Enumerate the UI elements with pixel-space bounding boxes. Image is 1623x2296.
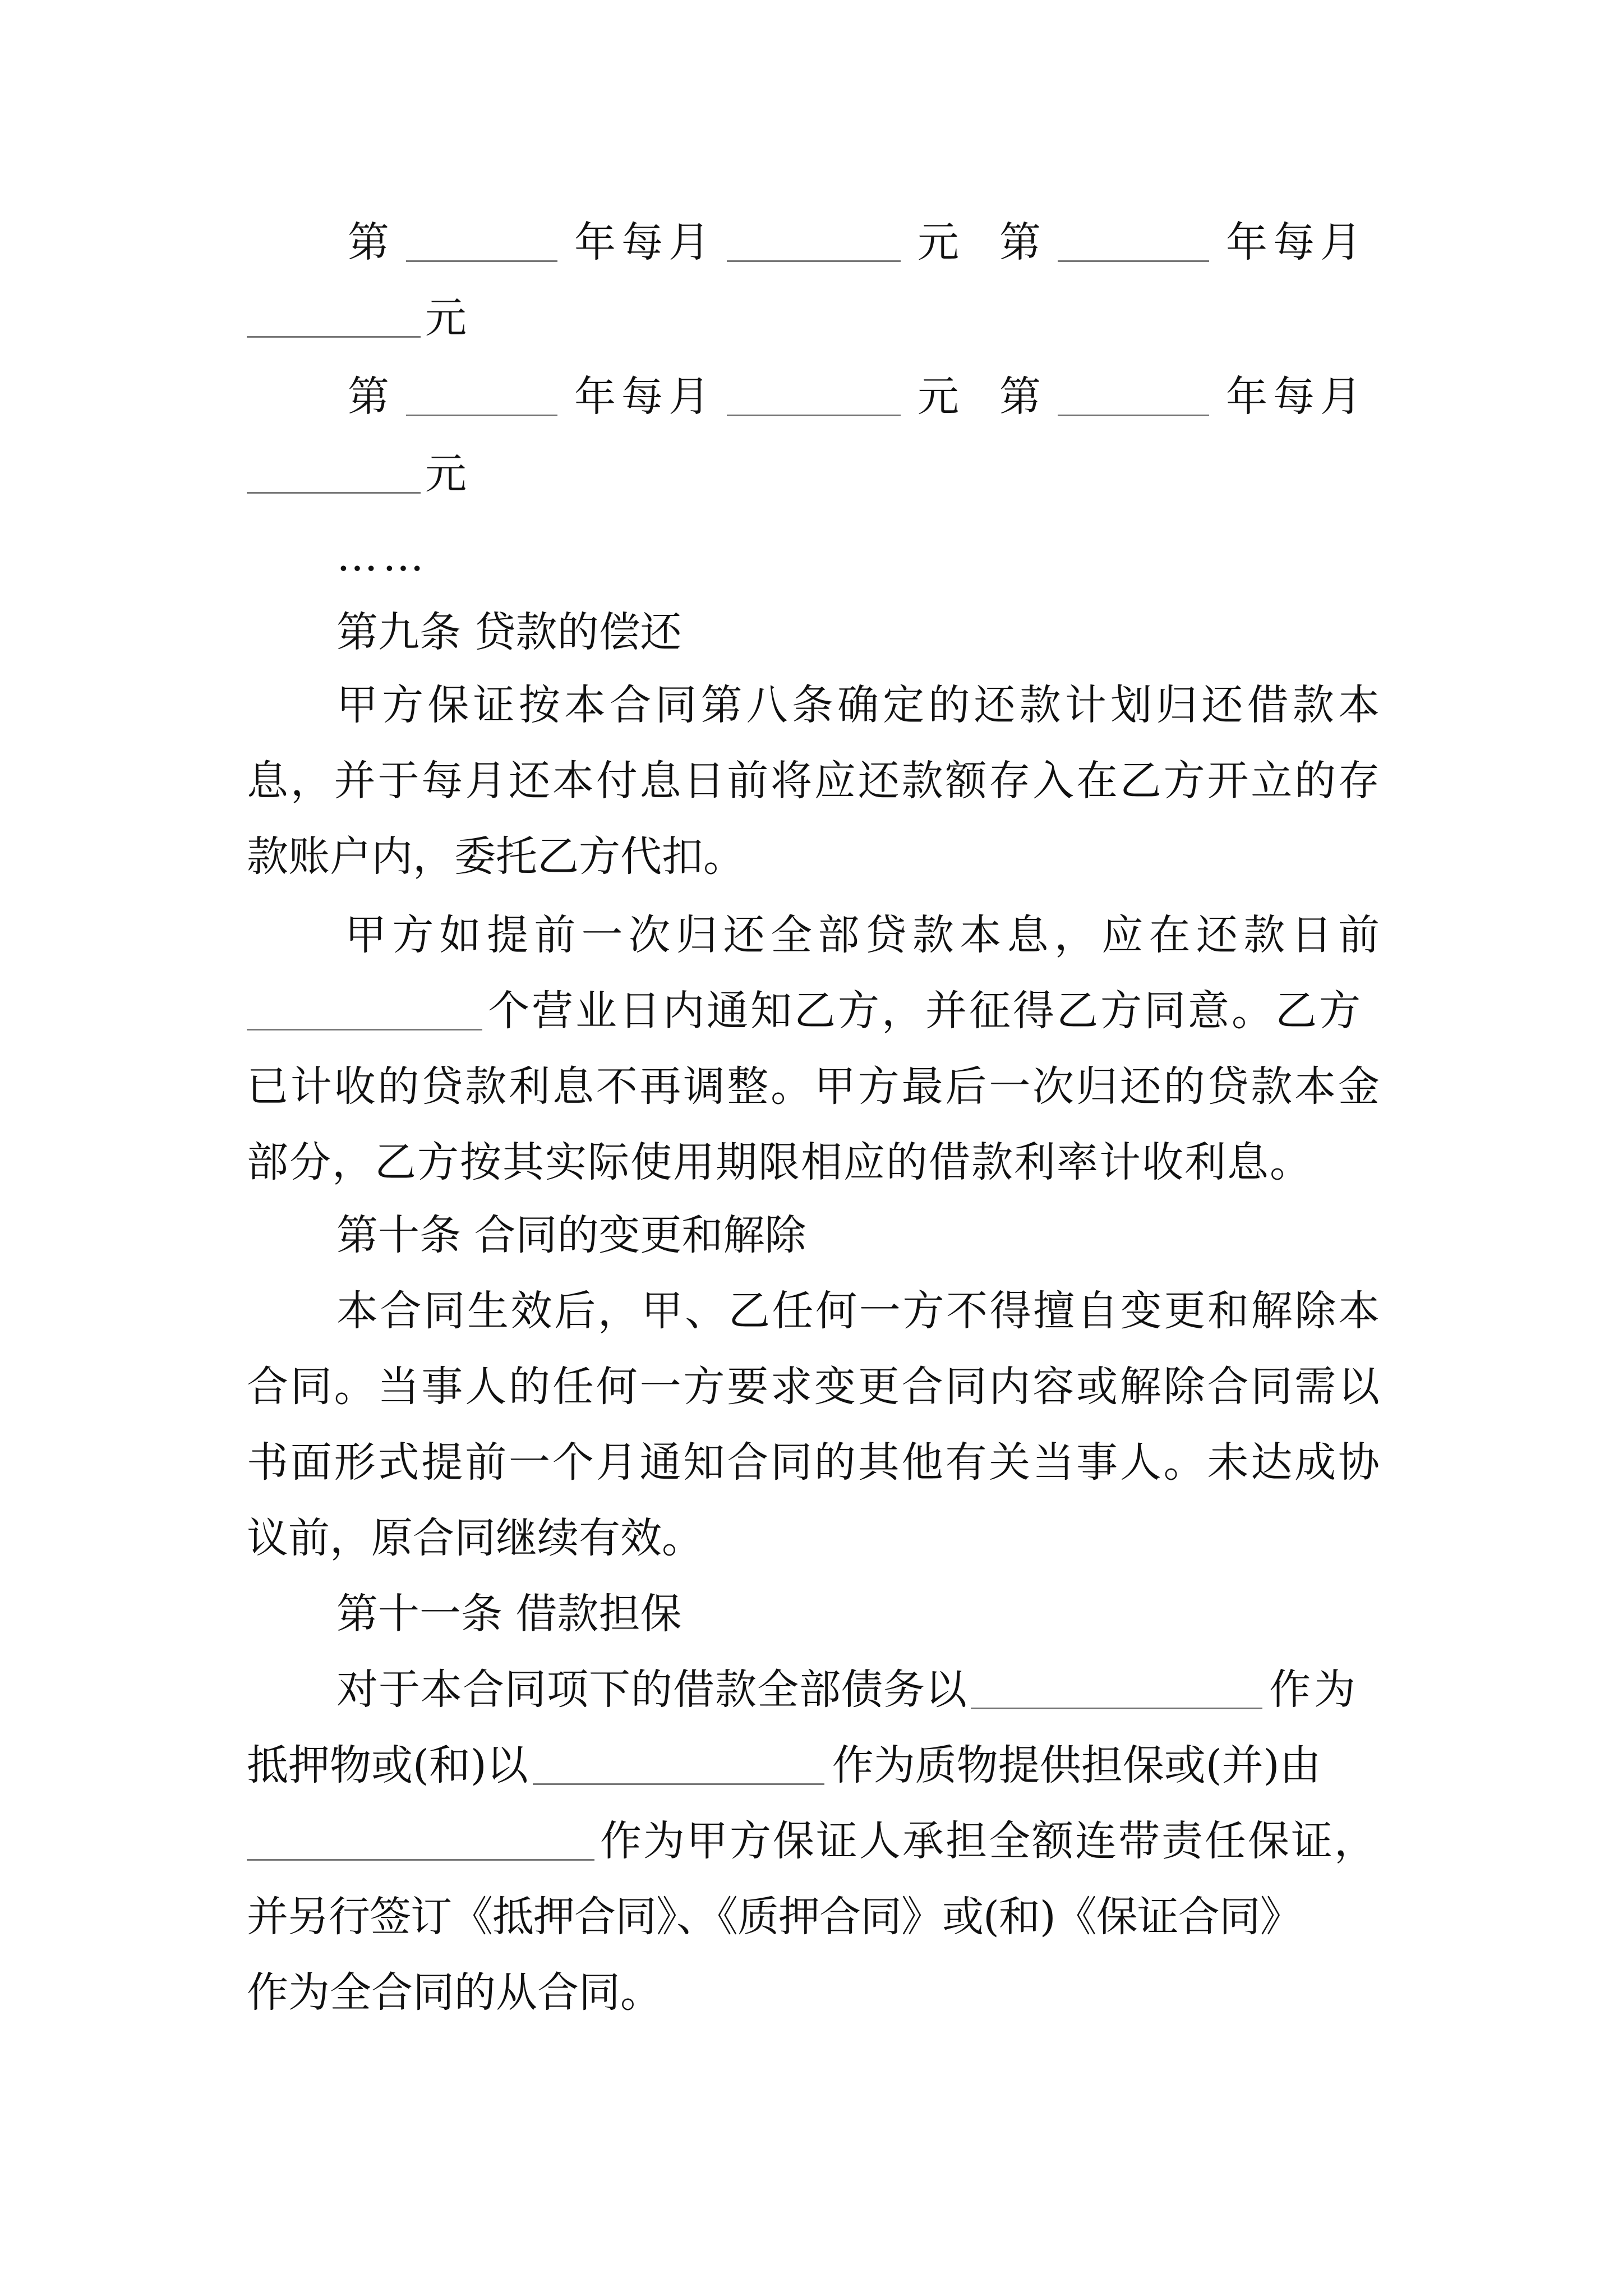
amount-blank <box>727 260 901 262</box>
article-11-line5: 作为全合同的从合同。 <box>247 1968 662 2017</box>
schedule-row-1-cont <box>247 294 467 342</box>
amount-blank <box>247 491 421 494</box>
year-blank <box>406 260 557 262</box>
article-9-p2-line3: 已计收的贷款利息不再调整。甲方最后一次归还的贷款本金 <box>247 1062 1380 1111</box>
schedule-row-2-cont <box>247 450 467 498</box>
amount-blank <box>247 335 421 338</box>
schedule-row-2 <box>348 372 1367 421</box>
article-9-p1-line2: 息，并于每月还本付息日前将应还款额存入在乙方开立的存 <box>247 757 1380 805</box>
article-11-heading: 第十一条 借款担保 <box>336 1590 682 1638</box>
schedule-year-monthly: 年每月 <box>1226 218 1367 266</box>
article-10-heading: 第十条 合同的变更和解除 <box>336 1211 806 1259</box>
article-10-line4: 议前，原合同继续有效。 <box>247 1514 703 1562</box>
year-blank <box>406 414 557 416</box>
year-blank <box>1058 414 1209 416</box>
article-11-line2 <box>247 1741 1321 1789</box>
article-9-p2-line2-text: 个营业日内通知乙方，并征得乙方同意。乙方 <box>488 987 1363 1035</box>
ellipsis: …… <box>336 532 428 581</box>
amount-blank <box>727 414 901 416</box>
article-11-line1-end: 作为 <box>1269 1665 1359 1714</box>
schedule-year-monthly: 年每月 <box>1226 372 1367 421</box>
article-11-line3-text: 作为甲方保证人承担全额连带责任保证， <box>600 1817 1377 1865</box>
pledge-blank <box>533 1783 824 1785</box>
article-11-line4: 并另行签订《抵押合同》、《质押合同》或(和)《保证合同》 <box>247 1893 1301 1941</box>
schedule-prefix: 第 <box>348 372 395 421</box>
article-10-line2: 合同。当事人的任何一方要求变更合同内容或解除合同需以 <box>247 1363 1380 1411</box>
article-9-p1-line1: 甲方保证按本合同第八条确定的还款计划归还借款本 <box>336 681 1380 729</box>
article-9-p1-line3: 款账户内，委托乙方代扣。 <box>247 832 745 881</box>
article-10-line1: 本合同生效后，甲、乙任何一方不得擅自变更和解除本 <box>336 1287 1380 1335</box>
article-11-line2-text: 抵押物或(和)以 <box>247 1741 528 1789</box>
schedule-year-monthly: 年每月 <box>574 372 716 421</box>
schedule-yuan: 元 <box>917 372 965 421</box>
schedule-prefix: 第 <box>348 218 395 266</box>
article-9-p2-line4: 部分，乙方按其实际使用期限相应的借款利率计收利息。 <box>247 1138 1312 1186</box>
article-10-line3: 书面形式提前一个月通知合同的其他有关当事人。未达成协 <box>247 1438 1380 1487</box>
article-9-p2-line1: 甲方如提前一次归还全部贷款本息，应在还款日前 <box>345 911 1380 959</box>
article-9-p2-line2 <box>247 987 1380 1035</box>
article-11-line3 <box>247 1817 1377 1865</box>
article-9-heading: 第九条 贷款的偿还 <box>336 608 682 656</box>
year-blank <box>1058 260 1209 262</box>
schedule-prefix: 第 <box>999 372 1046 421</box>
collateral-blank <box>971 1707 1262 1709</box>
schedule-year-monthly: 年每月 <box>574 218 716 266</box>
article-11-line1 <box>336 1665 1359 1714</box>
article-11-line1-text: 对于本合同项下的借款全部债务以 <box>336 1665 967 1714</box>
schedule-yuan: 元 <box>917 218 965 266</box>
article-11-line2-end: 作为质物提供担保或(并)由 <box>832 1741 1321 1789</box>
schedule-yuan: 元 <box>425 450 467 498</box>
business-days-blank <box>247 1028 482 1030</box>
schedule-prefix: 第 <box>999 218 1046 266</box>
schedule-row-1 <box>348 218 1367 266</box>
schedule-yuan: 元 <box>425 294 467 342</box>
guarantor-blank <box>247 1858 594 1861</box>
